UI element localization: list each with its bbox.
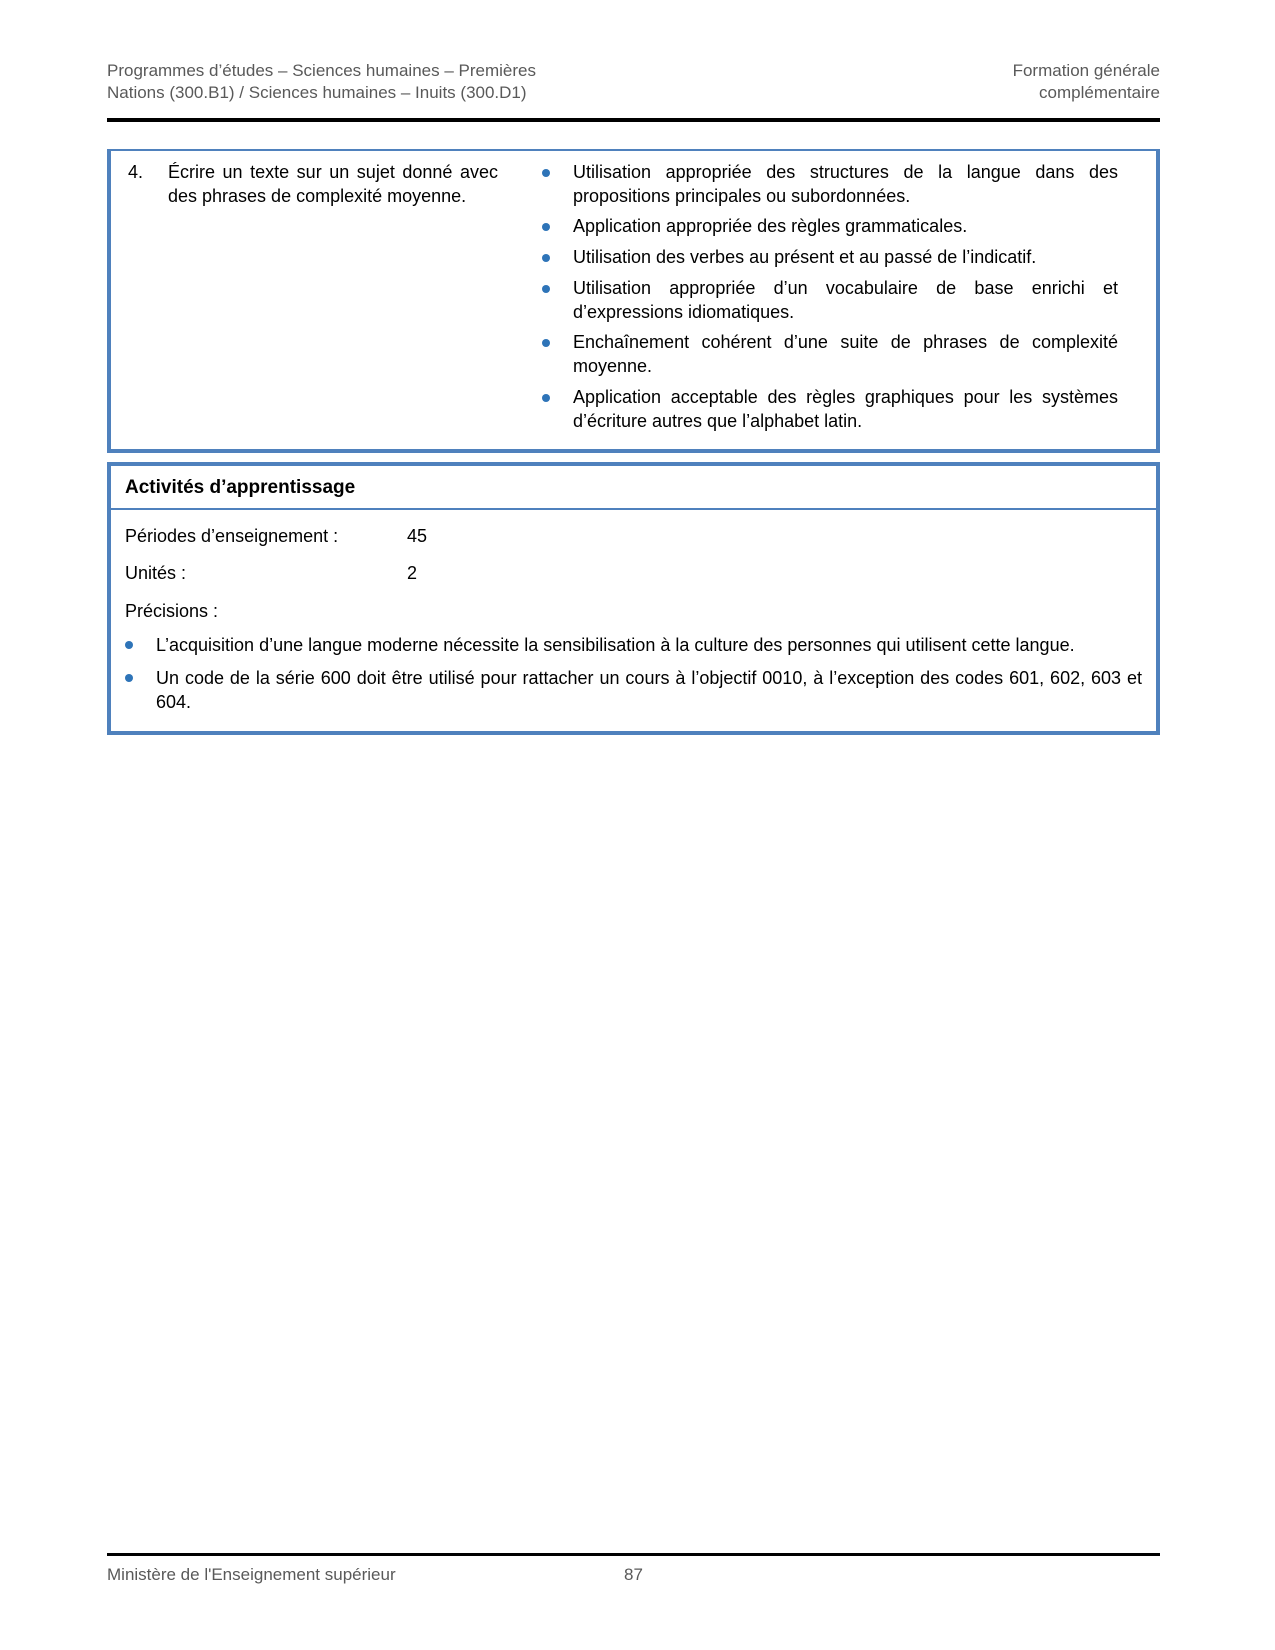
header-left-block (107, 60, 536, 105)
activities-row-value: 2 (407, 563, 418, 584)
activities-row-label: Unités : (125, 563, 187, 584)
activities-row (125, 562, 1142, 586)
bullet-icon (125, 674, 133, 682)
activities-row-value: 45 (407, 526, 428, 547)
precisions-list (125, 634, 1142, 715)
activities-table (107, 462, 1160, 735)
activities-row (125, 525, 1142, 549)
bullet-icon (542, 394, 550, 402)
criteria-text: Application acceptable des règles graphiques pour les systèmes d’écriture autres que l’alphabet latin. (573, 386, 1118, 431)
bullet-icon (125, 641, 133, 649)
objective-table (107, 149, 1160, 454)
precision-text: L’acquisition d’une langue moderne nécessite la sensibilisation à la culture des personnes qui utilisent cette langue. (156, 634, 1075, 655)
activities-body (111, 510, 1156, 731)
header-right-line2: complémentaire (1039, 83, 1160, 103)
activities-row-label: Périodes d’enseignement : (125, 526, 339, 547)
criteria-list (539, 161, 1118, 434)
footer-spacer (643, 1565, 1160, 1585)
page-number: 87 (624, 1565, 643, 1584)
criteria-text: Enchaînement cohérent d’une suite de phrases de complexité moyenne. (573, 332, 1118, 377)
header-right-block (1013, 60, 1160, 105)
objective-number: 4. (128, 161, 144, 182)
bullet-icon (542, 339, 550, 347)
precision-item (125, 667, 1142, 715)
activities-title: Activités d’apprentissage (111, 466, 1156, 510)
objective-statement-cell (128, 161, 510, 434)
criteria-item (539, 215, 1118, 239)
bullet-icon (542, 285, 550, 293)
precisions-label: Précisions : (125, 600, 219, 621)
criteria-text: Utilisation des verbes au présent et au passé de l’indicatif. (573, 247, 1037, 268)
criteria-item (539, 246, 1118, 270)
page-footer (107, 1553, 1160, 1585)
criteria-text: Application appropriée des règles grammaticales. (573, 216, 968, 237)
criteria-cell (510, 161, 1118, 434)
page-content (107, 0, 1160, 735)
precision-text: Un code de la série 600 doit être utilisé pour rattacher un cours à l’objectif 0010, à l’exception des codes 601, 602, 603 et 604. (156, 668, 1142, 713)
header-right-line1: Formation générale (1012, 61, 1160, 80)
objective-statement: Écrire un texte sur un sujet donné avec des phrases de complexité moyenne. (168, 161, 498, 206)
criteria-text: Utilisation appropriée des structures de la langue dans des propositions principales ou subordonnées. (573, 161, 1118, 206)
bullet-icon (542, 254, 550, 262)
footer-ministry: Ministère de l'Enseignement supérieur (107, 1565, 396, 1584)
criteria-text: Utilisation appropriée d’un vocabulaire de base enrichi et d’expressions idiomatiques. (573, 277, 1118, 322)
criteria-item (539, 161, 1118, 209)
page-header (107, 0, 1160, 122)
precision-item (125, 634, 1142, 658)
criteria-item (539, 331, 1118, 379)
criteria-item (539, 386, 1118, 434)
header-left-line2: Nations (300.B1) / Sciences humaines – Inuits (300.D1) (107, 83, 527, 103)
bullet-icon (542, 169, 550, 177)
header-left-line1: Programmes d’études – Sciences humaines – Premières (107, 61, 536, 80)
bullet-icon (542, 223, 550, 231)
criteria-item (539, 277, 1118, 325)
